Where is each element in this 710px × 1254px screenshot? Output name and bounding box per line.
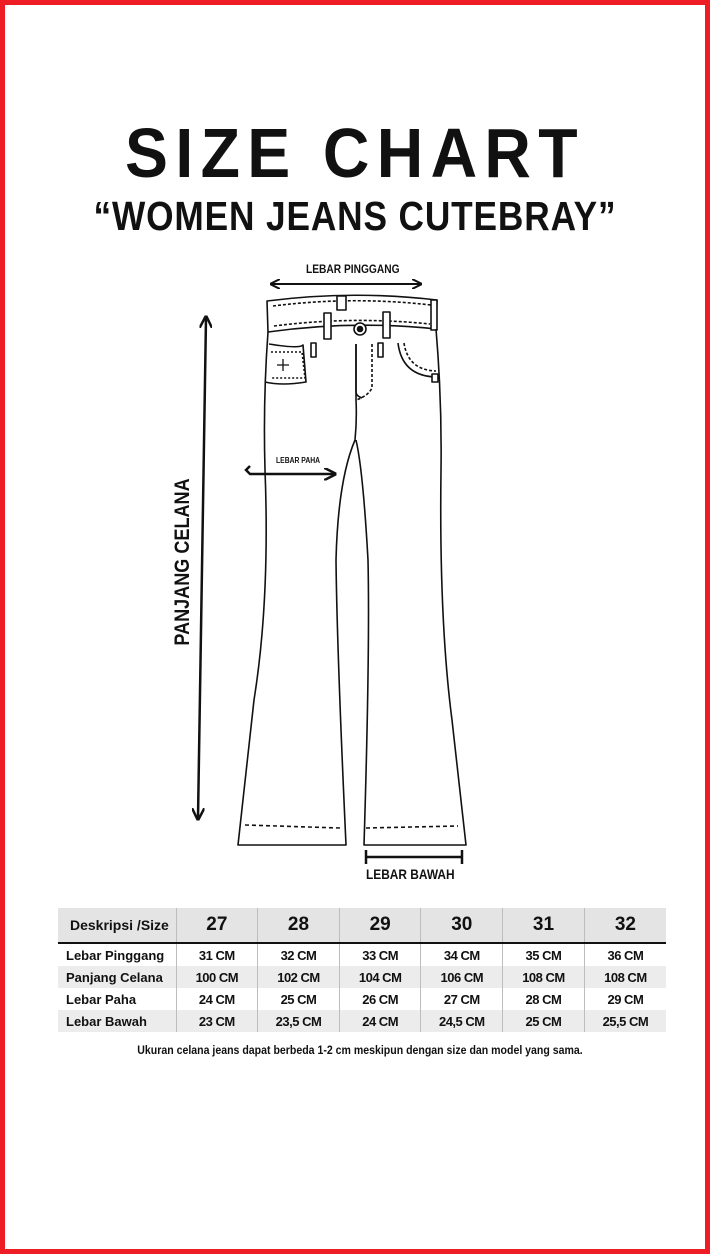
table-cell: 33 CM: [339, 943, 421, 966]
table-cell: 36 CM: [584, 943, 666, 966]
table-cell: 35 CM: [503, 943, 585, 966]
table-cell: 28 CM: [503, 988, 585, 1010]
table-cell: 34 CM: [421, 943, 503, 966]
thigh-arrow: [246, 466, 334, 474]
column-header-size-28: 28: [258, 908, 340, 943]
table-header-row: [58, 908, 666, 943]
row-label: Panjang Celana: [58, 966, 176, 988]
table-cell: 29 CM: [584, 988, 666, 1010]
table-row: [58, 988, 666, 1010]
table-cell: 24 CM: [176, 988, 258, 1010]
column-header-size-29: 29: [339, 908, 421, 943]
page-title: SIZE CHART: [124, 114, 585, 192]
column-header-size-30: 30: [421, 908, 503, 943]
column-header-size-31: 31: [503, 908, 585, 943]
table-cell: 25 CM: [258, 988, 340, 1010]
length-label: PANJANG CELANA: [171, 478, 194, 646]
jeans-outline: [238, 295, 466, 845]
column-header-size-32: 32: [584, 908, 666, 943]
table-cell: 24 CM: [339, 1010, 421, 1032]
hem-bracket: [366, 850, 462, 864]
table-cell: 25 CM: [503, 1010, 585, 1032]
table-row: [58, 1010, 666, 1032]
page-subtitle: “WOMEN JEANS CUTEBRAY”: [93, 193, 617, 239]
table-cell: 25,5 CM: [584, 1010, 666, 1032]
table-cell: 100 CM: [176, 966, 258, 988]
table-cell: 23,5 CM: [258, 1010, 340, 1032]
table-cell: 108 CM: [584, 966, 666, 988]
table-row: [58, 943, 666, 966]
table-cell: 102 CM: [258, 966, 340, 988]
table-row: [58, 966, 666, 988]
column-header-description: Deskripsi /Size: [58, 908, 176, 943]
column-header-size-27: 27: [176, 908, 258, 943]
table-cell: 32 CM: [258, 943, 340, 966]
disclaimer-note: Ukuran celana jeans dapat berbeda 1-2 cm meskipun dengan size dan model yang sama.: [137, 1043, 583, 1057]
table-cell: 23 CM: [176, 1010, 258, 1032]
table-cell: 104 CM: [339, 966, 421, 988]
table-cell: 27 CM: [421, 988, 503, 1010]
waist-label: LEBAR PINGGANG: [306, 262, 400, 276]
row-label: Lebar Paha: [66, 991, 137, 1007]
thigh-label: LEBAR PAHA: [276, 456, 321, 465]
size-table: [58, 908, 666, 1032]
table-cell: 31 CM: [176, 943, 258, 966]
row-label: Lebar Bawah: [58, 1010, 176, 1032]
table-cell: 106 CM: [421, 966, 503, 988]
row-label: Lebar Pinggang: [66, 947, 165, 963]
hem-label: LEBAR BAWAH: [366, 866, 455, 882]
table-cell: 108 CM: [503, 966, 585, 988]
table-cell: 26 CM: [339, 988, 421, 1010]
length-arrow: [198, 318, 206, 818]
table-cell: 24,5 CM: [421, 1010, 503, 1032]
